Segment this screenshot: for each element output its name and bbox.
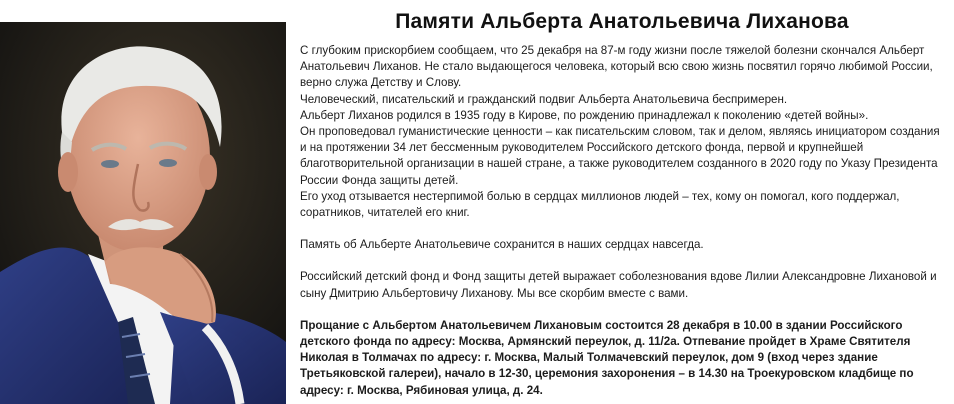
paragraph-birth: Альберт Лиханов родился в 1935 году в Кирове, по рождению принадлежал к поколению «детей войны». (300, 108, 869, 122)
page-title: Памяти Альберта Анатольевича Лиханова (395, 10, 849, 33)
paragraph-condolences: Российский детский фонд и Фонд защиты детей выражает соболезнования вдове Лилии Александровне Лихановой и сыну Дмитрию Альбертовичу Лиханову. Мы все скорбим вместе с вами. (300, 270, 937, 300)
paragraph-feat: Человеческий, писательский и гражданский подвиг Альберта Анатольевича беспримерен. (300, 92, 788, 106)
paragraph-work: Он проповедовал гуманистические ценности – как писательским словом, так и делом, являясь инициатором создания и на протяжении 34 лет бессменным руководителем Российского детского фонда, первой и крупнейшей благотворительной организации в нашей стране, а также руководителем созданного в 2020 году по Указу Президента России Фонда защиты детей. (300, 125, 940, 187)
paragraph-farewell: Прощание с Альбертом Анатольевичем Лихановым состоится 28 декабря в 10.00 в здании Российского детского фонда по адресу: Москва, Армянский переулок, д. 11/2а. Отпевание пройдет в Храме Святителя Николая в Толмачах по адресу: г. Москва, Малый Толмачевский переулок, дом 9 (вход через здание Третьяковской галереи), начало в 12-30, церемония захоронения – в 14.30 на Троекуровском кладбище по адресу: г. Москва, Рябиновая улица, д. 24. (300, 318, 914, 397)
paragraph-announcement: С глубоким прискорбием сообщаем, что 25 декабря на 87-м году жизни после тяжелой болезни скончался Альберт Анатольевич Лиханов. Не стало выдающегося человека, который всю свою жизнь посвятил горячо любимой России, верно служа Детству и Слову. (300, 44, 933, 90)
portrait-illustration (0, 22, 286, 404)
spacer (300, 253, 944, 269)
spacer (300, 302, 944, 318)
paragraph-loss: Его уход отзывается нестерпимой болью в сердцах миллионов людей – тех, кому он помогал, кого поддержал, соратников, читателей его книг. (300, 189, 900, 220)
paragraph-memory: Память об Альберте Анатольевиче сохранится в наших сердцах навсегда. (300, 238, 704, 252)
memorial-article (300, 8, 944, 399)
portrait-photo (0, 22, 286, 404)
spacer (300, 221, 944, 237)
